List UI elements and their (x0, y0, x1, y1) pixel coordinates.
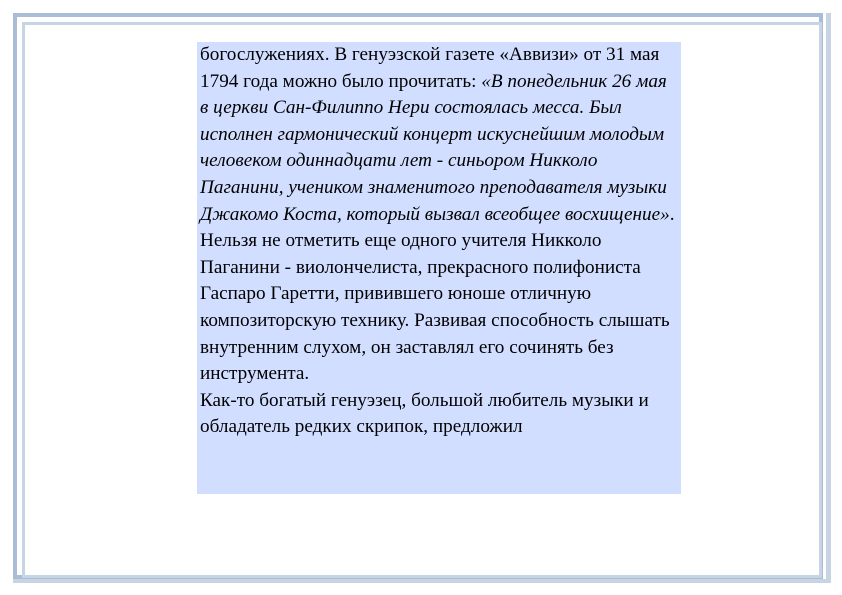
paragraph-2: Как-то богатый генуэзец, большой любитель музыки и обладатель редких скрипок, предложил (200, 389, 649, 438)
frame-shadow-right (826, 13, 831, 583)
paragraph-1-intro: богослужениях. В генуэзской газете «Аввизи» от 31 мая 1794 года можно было прочитать: (200, 44, 660, 92)
paragraph-1-rest: . Нельзя не отметить еще одного учителя Никколо Паганини - виолончелиста, прекрасного полифониста Гаспаро Гаретти, привившего юноше отличную композиторскую технику. Развивая способность слышать внутренним слухом, он заставлял его сочинять без инструмента. (200, 203, 675, 385)
paragraph-1 (200, 42, 677, 388)
highlighted-text-box (197, 42, 681, 494)
frame-shadow-bottom (13, 579, 831, 583)
newspaper-quote: «В понедельник 26 мая в церкви Сан-Филиппо Нери состоялась месса. Был исполнен гармонический концерт искуснейшим молодым человеком одиннадцати лет - синьором Никколо Паганини, учеником знаменитого преподавателя музыки Джакомо Коста, который вызвал всеобщее восхищение» (200, 70, 670, 225)
